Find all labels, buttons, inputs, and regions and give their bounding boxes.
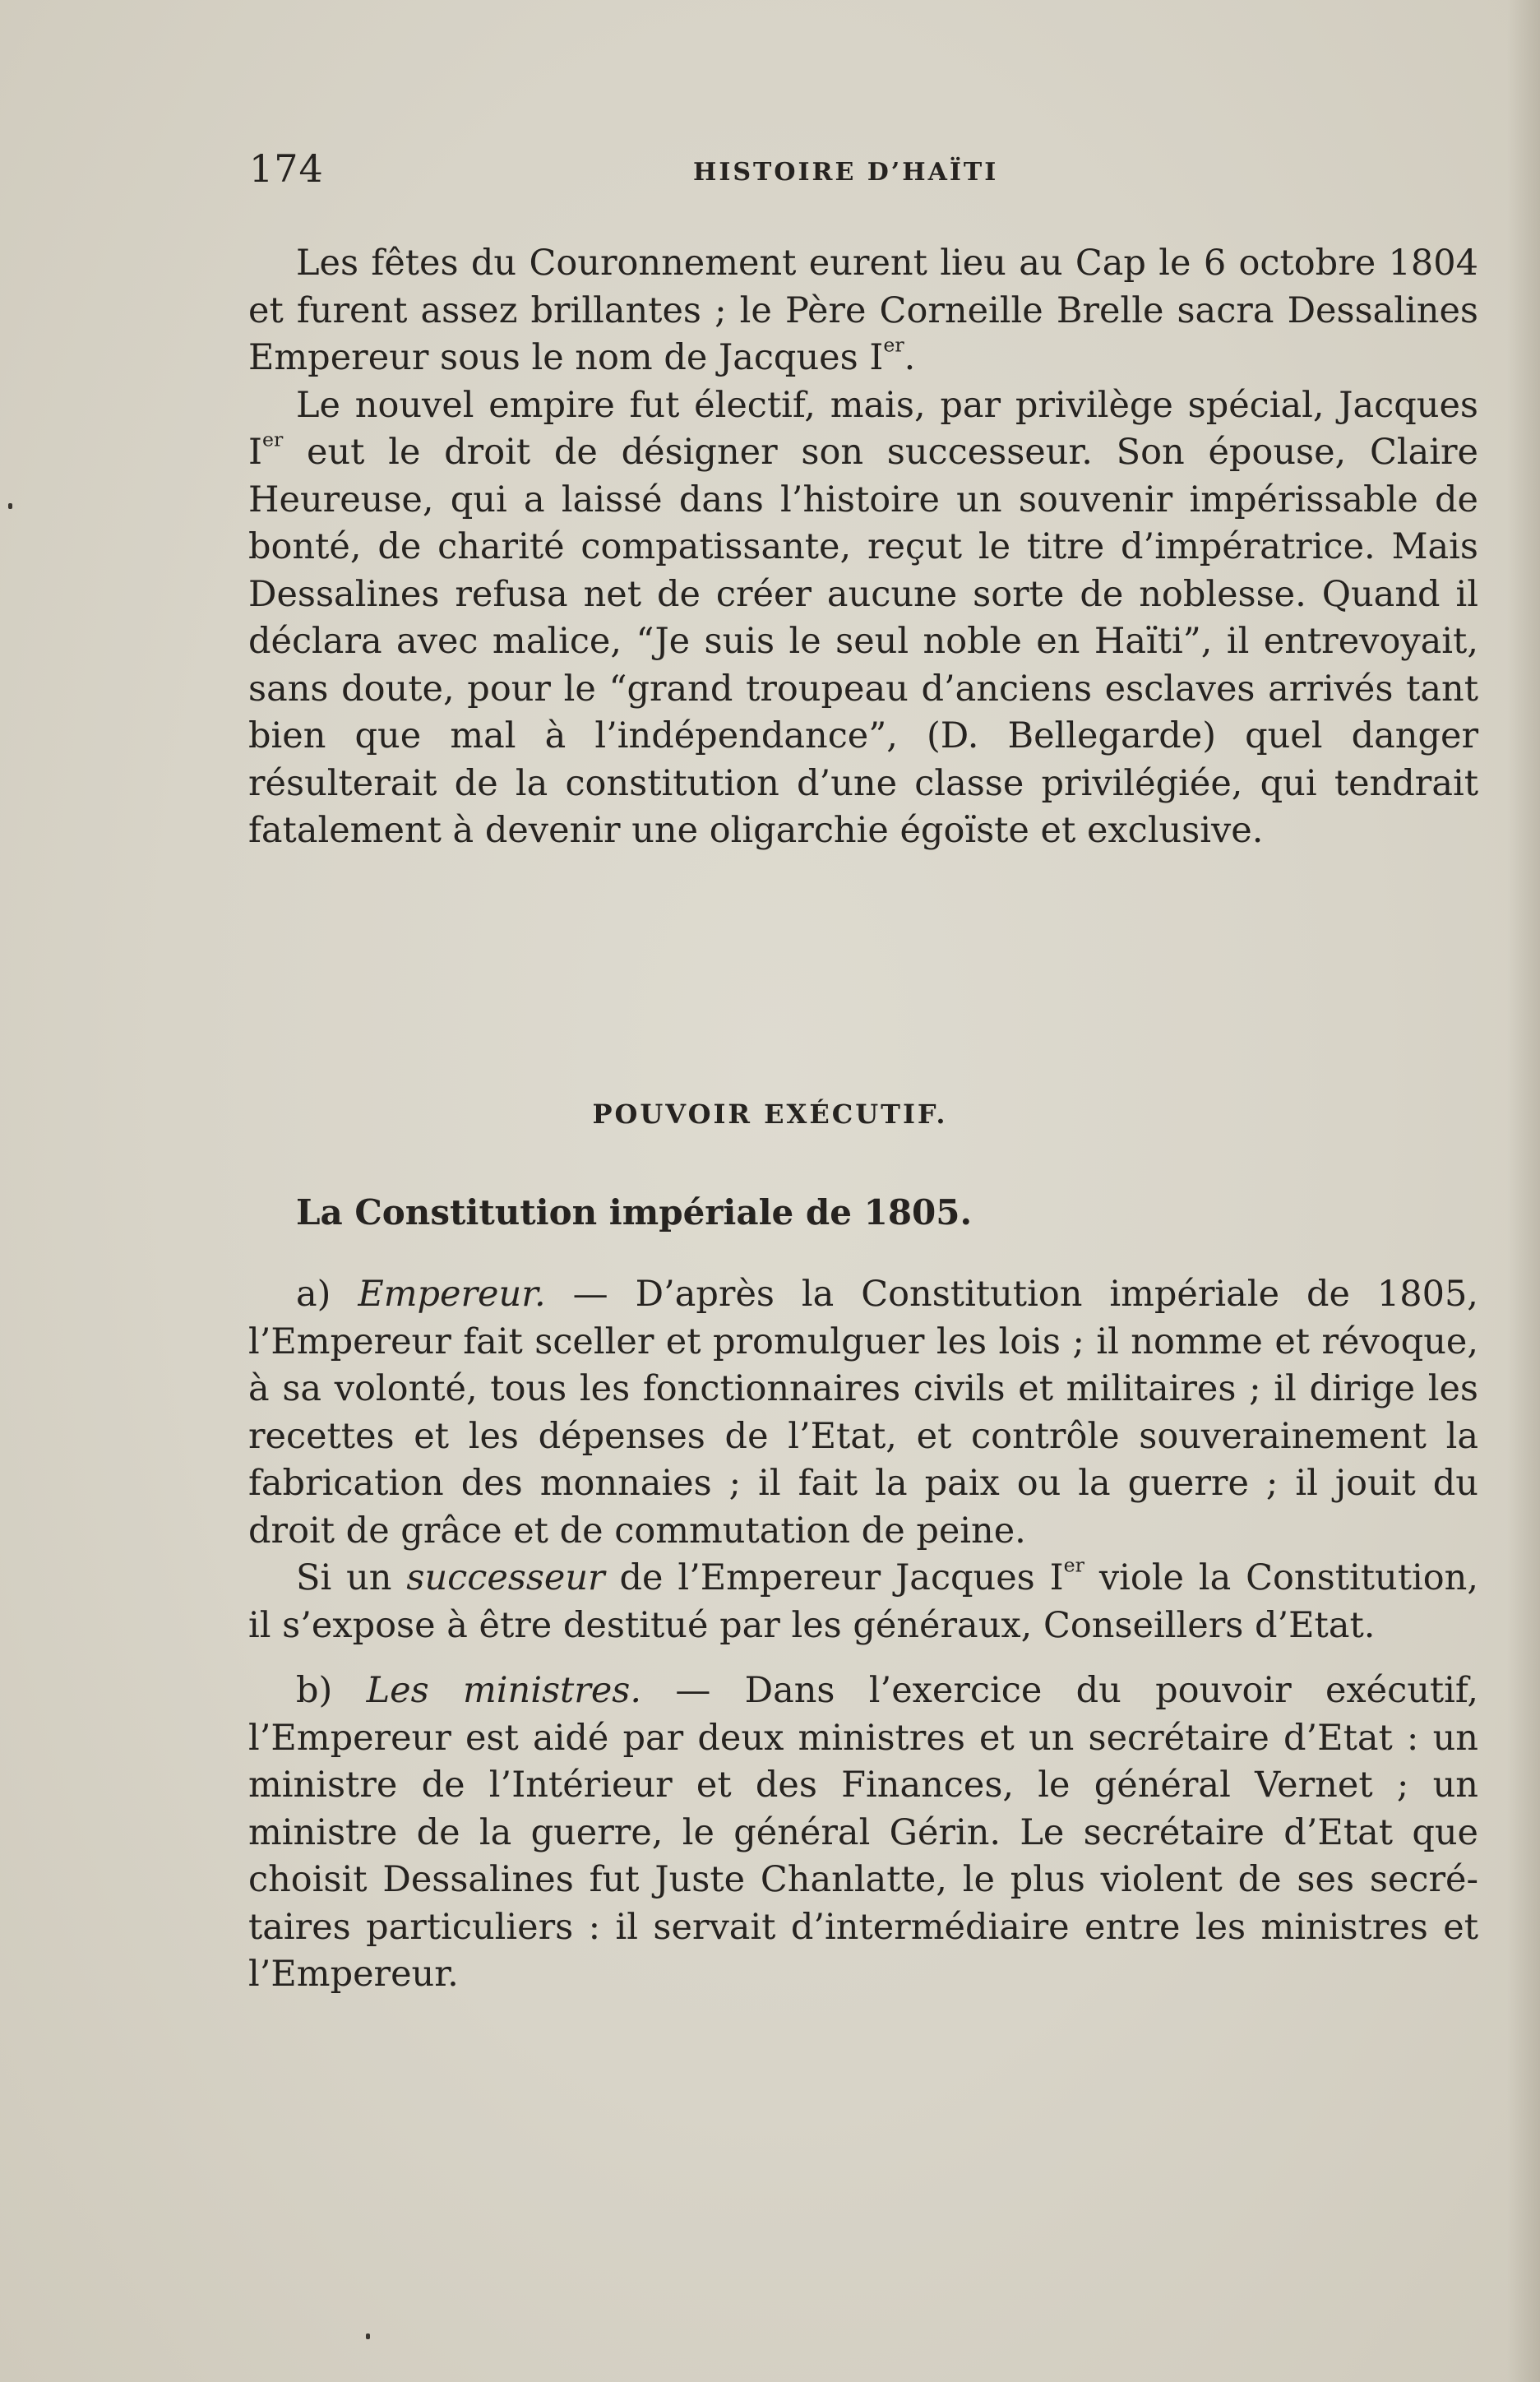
paragraph-text: Les fêtes du Couronnement eurent lieu au Cap le 6 octobre 1804 et furent assez brillantes ; le Père Corneille Brelle sacra Dessalines Empereur sous le nom de Jacques I xyxy=(248,243,1478,378)
body-text-block-1 xyxy=(248,240,1478,855)
italic-text: Empereur. xyxy=(358,1274,546,1315)
paragraph-text: Si un xyxy=(296,1557,407,1598)
ordinal-superscript: er xyxy=(262,428,284,451)
paragraph-text: a) xyxy=(296,1274,358,1315)
paper-speck xyxy=(366,2333,370,2339)
ordinal-superscript: er xyxy=(883,333,904,357)
paragraph-text: b) xyxy=(296,1670,367,1711)
paragraph xyxy=(248,1271,1478,1555)
paragraph-text: viole la Constitution, il s’expose à être destitué par les généraux, Conseillers d’Etat. xyxy=(248,1557,1478,1646)
subsection-title: La Constitution impériale de 1805. xyxy=(296,1192,973,1233)
paragraph xyxy=(248,240,1478,382)
page-number: 174 xyxy=(249,146,324,191)
page-header xyxy=(249,146,1482,196)
paragraph-text: — Dans l’exercice du pouvoir exécutif, l’Empereur est aidé par deux ministres et un secrétaire d’Etat : un ministre de l’Intérieur et des Finances, le général Vernet ; un ministre de la guerre, le général Gérin. Le secrétaire d’Etat que choisit Dessalines fut Juste Chanlatte, le plus violent de ses secrétaires particuliers : il servait d’intermédiaire entre les ministres et l’Empereur. xyxy=(248,1670,1478,1995)
page-edge-shadow xyxy=(1507,0,1540,2382)
running-title: HISTOIRE D’HAÏTI xyxy=(693,158,999,187)
paragraph-text: — D’après la Constitution impériale de 1805, l’Empereur fait sceller et promulguer les lois ; il nomme et révoque, à sa volonté, tous les fonctionnaires civils et militaires ; il dirige les recettes et les dépenses de l’Etat, et contrôle souverainement la fabrication des monnaies ; il fait la paix ou la guerre ; il jouit du droit de grâce et de commutation de peine. xyxy=(248,1274,1478,1552)
paragraph xyxy=(248,1667,1478,1999)
paragraph-text: de l’Empereur Jacques I xyxy=(604,1557,1064,1598)
ordinal-superscript: er xyxy=(1063,1553,1084,1577)
paragraph-text: . xyxy=(904,337,916,378)
paragraph-text: Le nouvel empire fut électif, mais, par privilège spécial, Jacques I xyxy=(248,384,1478,473)
section-title: POUVOIR EXÉCUTIF. xyxy=(592,1098,948,1130)
paragraph xyxy=(248,1555,1478,1649)
italic-text: Les ministres. xyxy=(366,1670,642,1711)
paragraph xyxy=(248,382,1478,855)
paragraph-text: eut le droit de désigner son successeur. Son épouse, Claire Heureuse, qui a laissé dans l’histoire un souvenir impérissable de bonté, de charité compatissante, reçut le titre d’impératrice. Mais Dessalines refusa net de créer aucune sorte de noblesse. Quand il déclara avec malice, “Je suis le seul noble en Haïti”, il entrevoyait, sans doute, pour le “grand troupeau d’anciens esclaves arrivés tant bien que mal à l’indépendance”, (D. Bellegarde) quel danger résulterait de la constitution d’une classe privilégiée, qui tendrait fatalement à devenir une oligarchie égoïste et exclusive. xyxy=(248,432,1478,851)
paper-speck xyxy=(8,503,12,509)
body-text-block-2 xyxy=(248,1271,1478,1999)
italic-text: successeur xyxy=(406,1557,605,1598)
